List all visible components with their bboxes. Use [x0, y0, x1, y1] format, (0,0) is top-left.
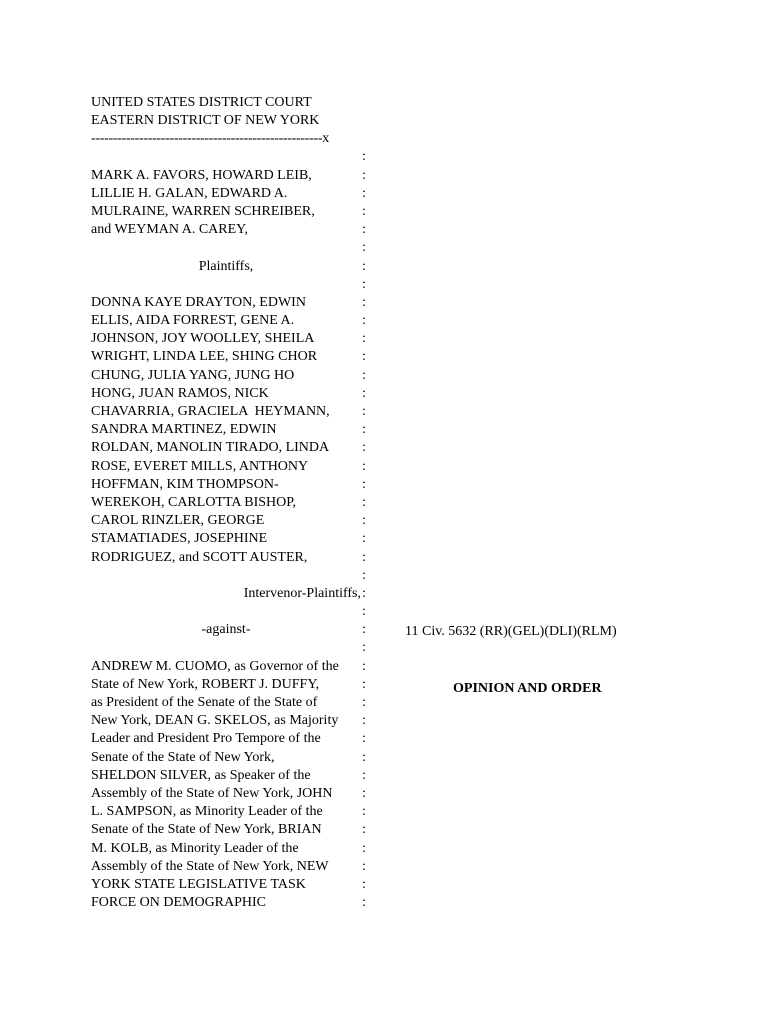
- caption-colon: :: [362, 658, 366, 674]
- caption-party-text: MARK A. FAVORS, HOWARD LEIB,: [91, 167, 312, 183]
- caption-row: [91, 658, 381, 676]
- caption-party-text: SHELDON SILVER, as Speaker of the: [91, 767, 311, 783]
- caption-party-text: Assembly of the State of New York, JOHN: [91, 785, 333, 801]
- case-caption: [91, 148, 381, 912]
- caption-row: [91, 385, 381, 403]
- caption-row: [91, 276, 381, 294]
- caption-colon: :: [362, 622, 366, 638]
- caption-colon: :: [362, 567, 366, 583]
- caption-colon: :: [362, 294, 366, 310]
- caption-party-text: WEREKOH, CARLOTTA BISHOP,: [91, 494, 296, 510]
- caption-colon: :: [362, 604, 366, 620]
- case-number: 11 Civ. 5632 (RR)(GEL)(DLI)(RLM): [405, 624, 617, 640]
- caption-row: [91, 694, 381, 712]
- caption-colon: :: [362, 167, 366, 183]
- caption-row: [91, 185, 381, 203]
- caption-party-text: ELLIS, AIDA FORREST, GENE A.: [91, 313, 295, 329]
- caption-colon: :: [362, 858, 366, 874]
- caption-row: [91, 476, 381, 494]
- caption-colon: :: [362, 531, 366, 547]
- caption-row: [91, 803, 381, 821]
- caption-row: [91, 567, 381, 585]
- caption-colon: :: [362, 676, 366, 692]
- caption-colon: :: [362, 404, 366, 420]
- caption-party-text: FORCE ON DEMOGRAPHIC: [91, 895, 267, 911]
- caption-row: [91, 439, 381, 457]
- caption-colon: :: [362, 640, 366, 656]
- caption-party-text: LILLIE H. GALAN, EDWARD A.: [91, 185, 288, 201]
- caption-party-text: State of New York, ROBERT J. DUFFY,: [91, 676, 320, 692]
- caption-row: [91, 148, 381, 166]
- caption-party-text: MULRAINE, WARREN SCHREIBER,: [91, 203, 315, 219]
- caption-party-text: as President of the Senate of the State of: [91, 695, 318, 711]
- caption-colon: :: [362, 895, 366, 911]
- caption-party-text: and WEYMAN A. CAREY,: [91, 222, 248, 238]
- caption-row: [91, 203, 381, 221]
- caption-colon: :: [362, 313, 366, 329]
- caption-row: [91, 239, 381, 257]
- caption-party-text: DONNA KAYE DRAYTON, EDWIN: [91, 294, 306, 310]
- caption-row: [91, 639, 381, 657]
- caption-colon: :: [362, 349, 366, 365]
- caption-row: [91, 840, 381, 858]
- caption-party-text: SANDRA MARTINEZ, EDWIN: [91, 422, 277, 438]
- caption-colon: :: [362, 876, 366, 892]
- caption-colon: :: [362, 240, 366, 256]
- caption-colon: :: [362, 585, 366, 601]
- caption-row: [91, 767, 381, 785]
- caption-row: [91, 712, 381, 730]
- caption-row: [91, 258, 381, 276]
- caption-colon: :: [362, 840, 366, 856]
- caption-colon: :: [362, 440, 366, 456]
- caption-colon: :: [362, 331, 366, 347]
- caption-row: [91, 330, 381, 348]
- caption-colon: :: [362, 185, 366, 201]
- caption-colon: :: [362, 422, 366, 438]
- caption-row: [91, 294, 381, 312]
- caption-party-text: RODRIGUEZ, and SCOTT AUSTER,: [91, 549, 308, 565]
- caption-colon: :: [362, 749, 366, 765]
- caption-colon: :: [362, 695, 366, 711]
- caption-party-text: Assembly of the State of New York, NEW: [91, 858, 329, 874]
- caption-row: [91, 585, 381, 603]
- caption-row: [91, 167, 381, 185]
- caption-party-text: ROSE, EVERET MILLS, ANTHONY: [91, 458, 309, 474]
- caption-row: [91, 530, 381, 548]
- caption-party-text: Leader and President Pro Tempore of the: [91, 731, 321, 747]
- caption-colon: :: [362, 203, 366, 219]
- caption-row: [91, 403, 381, 421]
- caption-row: [91, 785, 381, 803]
- caption-party-text: HONG, JUAN RAMOS, NICK: [91, 385, 269, 401]
- caption-colon: :: [362, 222, 366, 238]
- caption-colon: :: [362, 458, 366, 474]
- caption-party-text: WRIGHT, LINDA LEE, SHING CHOR: [91, 349, 318, 365]
- caption-row: [91, 676, 381, 694]
- caption-colon: :: [362, 476, 366, 492]
- caption-row: [91, 221, 381, 239]
- caption-row: [91, 549, 381, 567]
- caption-row: [91, 821, 381, 839]
- caption-party-text: M. KOLB, as Minority Leader of the: [91, 840, 299, 856]
- caption-party-text: Intervenor-Plaintiffs,: [243, 585, 361, 601]
- caption-row: [91, 312, 381, 330]
- caption-party-text: STAMATIADES, JOSEPHINE: [91, 531, 268, 547]
- document-title: OPINION AND ORDER: [453, 681, 602, 697]
- caption-colon: :: [362, 767, 366, 783]
- caption-party-text: L. SAMPSON, as Minority Leader of the: [91, 804, 323, 820]
- caption-party-text: ANDREW M. CUOMO, as Governor of the: [91, 658, 339, 674]
- caption-colon: :: [362, 367, 366, 383]
- caption-party-text: -against-: [201, 622, 251, 638]
- caption-colon: :: [362, 494, 366, 510]
- caption-colon: :: [362, 258, 366, 274]
- caption-row: [91, 858, 381, 876]
- court-heading: [91, 94, 319, 130]
- caption-party-text: HOFFMAN, KIM THOMPSON-: [91, 476, 279, 492]
- caption-row: [91, 603, 381, 621]
- court-district: EASTERN DISTRICT OF NEW YORK: [91, 113, 320, 129]
- caption-row: [91, 348, 381, 366]
- caption-colon: :: [362, 149, 366, 165]
- caption-party-text: Senate of the State of New York, BRIAN: [91, 822, 322, 838]
- caption-party-text: JOHNSON, JOY WOOLLEY, SHEILA: [91, 331, 315, 347]
- caption-row: [91, 512, 381, 530]
- caption-colon: :: [362, 713, 366, 729]
- caption-party-text: CHUNG, JULIA YANG, JUNG HO: [91, 367, 295, 383]
- caption-colon: :: [362, 731, 366, 747]
- caption-colon: :: [362, 385, 366, 401]
- caption-party-text: New York, DEAN G. SKELOS, as Majority: [91, 713, 339, 729]
- caption-row: [91, 621, 381, 639]
- caption-colon: :: [362, 549, 366, 565]
- caption-row: [91, 494, 381, 512]
- caption-row: [91, 421, 381, 439]
- caption-row: [91, 876, 381, 894]
- caption-row: [91, 367, 381, 385]
- caption-party-text: CHAVARRIA, GRACIELA HEYMANN,: [91, 404, 330, 420]
- caption-colon: :: [362, 804, 366, 820]
- caption-row: [91, 749, 381, 767]
- caption-party-text: YORK STATE LEGISLATIVE TASK: [91, 876, 306, 892]
- caption-row: [91, 730, 381, 748]
- caption-separator-line: -----------------------------------------------------x: [91, 131, 329, 146]
- caption-party-text: Senate of the State of New York,: [91, 749, 275, 765]
- caption-row: [91, 894, 381, 912]
- caption-row: [91, 458, 381, 476]
- caption-colon: :: [362, 785, 366, 801]
- caption-colon: :: [362, 276, 366, 292]
- court-name: UNITED STATES DISTRICT COURT: [91, 95, 312, 110]
- caption-party-text: CAROL RINZLER, GEORGE: [91, 513, 265, 529]
- caption-colon: :: [362, 513, 366, 529]
- caption-party-text: Plaintiffs,: [198, 258, 254, 274]
- caption-colon: :: [362, 822, 366, 838]
- caption-party-text: ROLDAN, MANOLIN TIRADO, LINDA: [91, 440, 330, 456]
